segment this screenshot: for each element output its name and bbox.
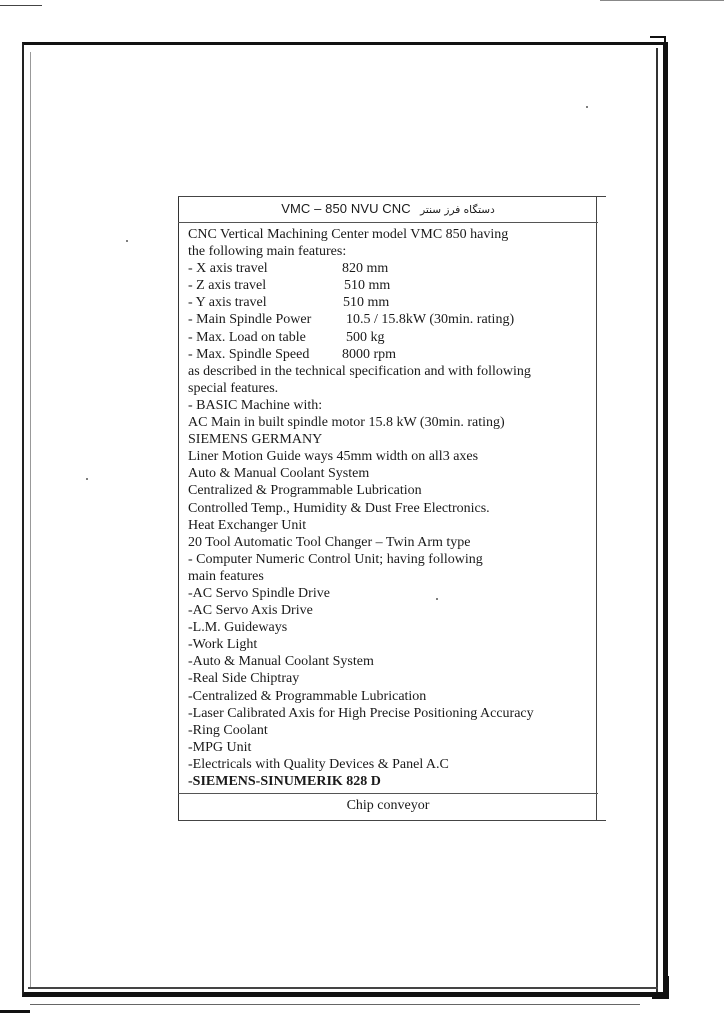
intro-line: the following main features: bbox=[188, 244, 347, 260]
basic-line: Centralized & Programmable Lubrication bbox=[188, 483, 422, 499]
scan-artifact-line bbox=[30, 1004, 640, 1005]
frame-corner-bottom-left bbox=[0, 1000, 30, 1013]
basic-line: Controlled Temp., Humidity & Dust Free Electronics. bbox=[188, 500, 490, 516]
spec-box-title-rule bbox=[178, 222, 598, 223]
cnc-feature-line: -AC Servo Axis Drive bbox=[188, 603, 313, 619]
spec-label: - Max. Load on table bbox=[188, 329, 306, 345]
basic-line: AC Main in built spindle motor 15.8 kW (30min. rating) bbox=[188, 415, 505, 431]
spec-value: 10.5 / 15.8kW (30min. rating) bbox=[346, 312, 515, 328]
cnc-feature-line: -Laser Calibrated Axis for High Precise Positioning Accuracy bbox=[188, 705, 534, 721]
scan-speck bbox=[586, 106, 588, 108]
cnc-feature-line: -AC Servo Spindle Drive bbox=[188, 585, 330, 601]
cnc-feature-line: -L.M. Guideways bbox=[188, 620, 288, 636]
spec-value: 510 mm bbox=[343, 295, 390, 311]
cnc-feature-line: -Ring Coolant bbox=[188, 722, 268, 738]
special-intro-line: as described in the technical specification and with following bbox=[188, 363, 531, 379]
spec-box-right-rule bbox=[596, 196, 597, 820]
frame-corner-bottom-right bbox=[652, 976, 669, 999]
basic-line: - Computer Numeric Control Unit; having following bbox=[188, 551, 483, 567]
frame-inner-bottom-rule bbox=[28, 987, 658, 989]
spec-label: - X axis travel bbox=[188, 261, 268, 277]
spec-value: 8000 rpm bbox=[342, 346, 397, 362]
spec-box-top-rule bbox=[178, 196, 606, 197]
scan-speck bbox=[126, 240, 128, 242]
spec-value: 500 kg bbox=[346, 329, 385, 345]
basic-line: Heat Exchanger Unit bbox=[188, 517, 307, 533]
spec-row-z-axis bbox=[188, 277, 588, 294]
cnc-feature-line: -Real Side Chiptray bbox=[188, 671, 300, 687]
spec-label: - Z axis travel bbox=[188, 278, 267, 294]
basic-line: - BASIC Machine with: bbox=[188, 397, 323, 413]
scan-speck bbox=[86, 478, 88, 480]
spec-row-max-load bbox=[188, 329, 588, 346]
basic-line: SIEMENS GERMANY bbox=[188, 432, 323, 448]
frame-inner-right-rule bbox=[656, 48, 658, 992]
basic-line: Auto & Manual Coolant System bbox=[188, 466, 370, 482]
spec-title-farsi: دستگاه فرز سنتر bbox=[420, 204, 495, 216]
special-intro-line: special features. bbox=[188, 380, 279, 396]
scan-artifact-line bbox=[600, 0, 724, 1]
spec-title bbox=[180, 201, 596, 217]
spec-row-y-axis bbox=[188, 294, 588, 311]
spec-label: - Main Spindle Power bbox=[188, 312, 312, 328]
spec-title-latin: VMC – 850 NVU CNC bbox=[281, 201, 411, 216]
cnc-feature-line: -Centralized & Programmable Lubrication bbox=[188, 688, 427, 704]
spec-value: 510 mm bbox=[344, 278, 391, 294]
frame-corner-top-right bbox=[650, 36, 666, 52]
spec-label: - Max. Spindle Speed bbox=[188, 346, 310, 362]
spec-footer: Chip conveyor bbox=[346, 798, 430, 813]
spec-label: - Y axis travel bbox=[188, 295, 267, 311]
basic-line: Liner Motion Guide ways 45mm width on all3 axes bbox=[188, 449, 479, 465]
basic-line: main features bbox=[188, 568, 264, 584]
spec-row-x-axis bbox=[188, 260, 588, 277]
spec-value: 820 mm bbox=[342, 261, 389, 277]
basic-line: 20 Tool Automatic Tool Changer – Twin Arm type bbox=[188, 534, 471, 550]
intro-line: CNC Vertical Machining Center model VMC 850 having bbox=[188, 227, 509, 242]
spec-box-footer-bottom-rule bbox=[178, 820, 606, 821]
cnc-feature-line: -Work Light bbox=[188, 637, 258, 653]
spec-row-spindle-power bbox=[188, 311, 588, 328]
cnc-feature-line: -Electricals with Quality Devices & Panel A.C bbox=[188, 756, 449, 772]
cnc-feature-line: -MPG Unit bbox=[188, 739, 252, 755]
scan-artifact-line bbox=[0, 5, 42, 6]
cnc-feature-line: -Auto & Manual Coolant System bbox=[188, 654, 374, 670]
spec-row-spindle-speed bbox=[188, 346, 588, 363]
controller-line: -SIEMENS-SINUMERIK 828 D bbox=[188, 774, 381, 789]
spec-box-footer-top-rule bbox=[178, 793, 598, 794]
frame-inner-left-rule bbox=[30, 52, 31, 987]
spec-body bbox=[188, 226, 588, 790]
